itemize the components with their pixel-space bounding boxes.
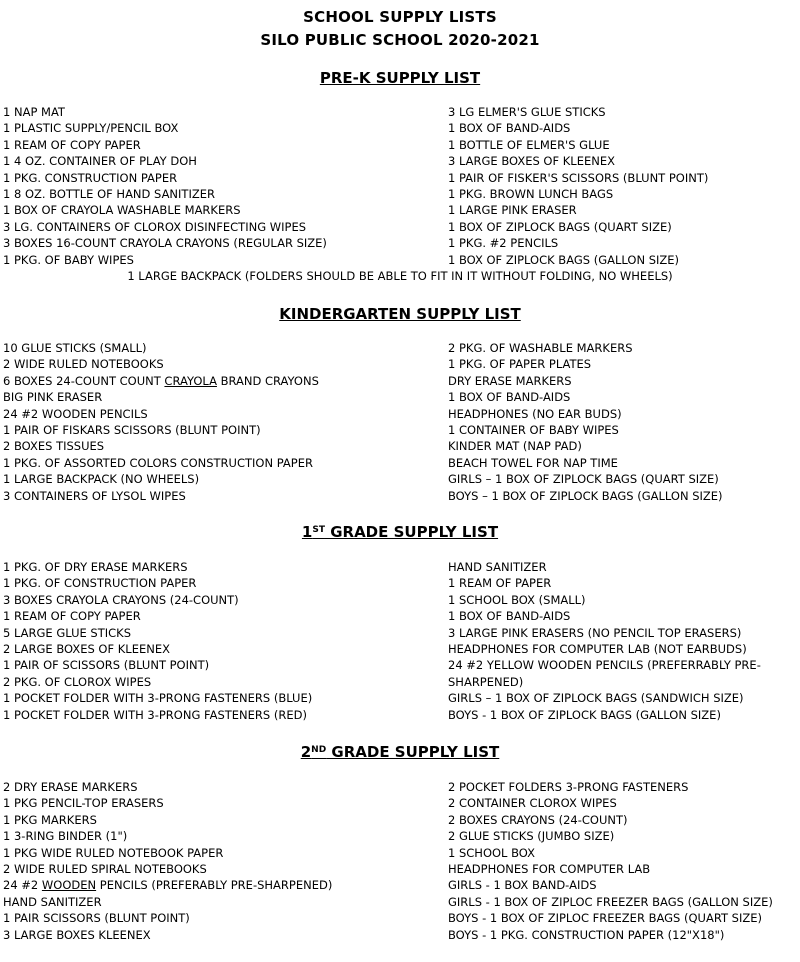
prek-right-list	[448, 104, 708, 268]
list-item: 5 LARGE GLUE STICKS	[3, 625, 132, 640]
list-item: 1 BOTTLE OF ELMER'S GLUE	[448, 137, 610, 152]
kindergarten-heading: KINDERGARTEN SUPPLY LIST	[279, 305, 521, 323]
list-item: 1 NAP MAT	[3, 105, 65, 119]
list-item: 1 BOX OF ZIPLOCK BAGS (GALLON SIZE)	[448, 252, 680, 267]
list-item: 1 PKG PENCIL-TOP ERASERS	[3, 796, 164, 811]
list-item: 1 3-RING BINDER (1")	[3, 829, 128, 844]
list-item: KINDER MAT (NAP PAD)	[448, 439, 582, 454]
list-item: BOYS - 1 BOX OF ZIPLOCK BAGS (GALLON SIZE)	[448, 707, 721, 722]
list-item: 1 BOX OF BAND-AIDS	[448, 390, 571, 405]
list-item: 1 POCKET FOLDER WITH 3-PRONG FASTENERS (RED)	[3, 707, 307, 722]
list-item: GIRLS – 1 BOX OF ZIPLOCK BAGS (SANDWICH SIZE)	[448, 691, 744, 706]
list-item: 1 PKG. #2 PENCILS	[448, 236, 559, 251]
list-item: 1 LARGE BACKPACK (NO WHEELS)	[3, 472, 200, 487]
list-item: GIRLS – 1 BOX OF ZIPLOCK BAGS (QUART SIZE)	[448, 472, 719, 487]
list-item: 1 LARGE PINK ERASER	[448, 203, 577, 218]
heading-ordinal: ND	[311, 745, 327, 755]
list-item: 1 CONTAINER OF BABY WIPES	[448, 423, 619, 438]
list-item: 3 LG ELMER'S GLUE STICKS	[448, 105, 606, 119]
list-item: 1 POCKET FOLDER WITH 3-PRONG FASTENERS (BLUE)	[3, 691, 313, 706]
list-item: 1 BOX OF ZIPLOCK BAGS (QUART SIZE)	[448, 219, 672, 234]
first-grade-right-list	[448, 559, 761, 723]
list-item	[3, 877, 332, 893]
list-item: 1 PAIR OF FISKARS SCISSORS (BLUNT POINT)	[3, 423, 261, 438]
list-item: 1 PAIR OF FISKER'S SCISSORS (BLUNT POINT)	[448, 170, 709, 185]
second-grade-left-list	[3, 779, 332, 943]
list-item: 2 WIDE RULED SPIRAL NOTEBOOKS	[3, 862, 207, 877]
list-item: 1 SCHOOL BOX (SMALL)	[448, 592, 586, 607]
list-item: 2 WIDE RULED NOTEBOOKS	[3, 357, 164, 372]
list-item: 1 PKG WIDE RULED NOTEBOOK PAPER	[3, 845, 224, 860]
list-item: 1 BOX OF BAND-AIDS	[448, 609, 571, 624]
list-item: BOYS - 1 BOX OF ZIPLOC FREEZER BAGS (QUART SIZE)	[448, 911, 762, 926]
list-item: 2 LARGE BOXES OF KLEENEX	[3, 642, 170, 657]
kindergarten-left-list	[3, 340, 319, 504]
item-text: 24 #2	[3, 878, 42, 893]
list-item: SHARPENED)	[448, 674, 524, 689]
item-text: 6 BOXES 24-COUNT COUNT	[3, 373, 165, 388]
list-item: 3 LG. CONTAINERS OF CLOROX DISINFECTING WIPES	[3, 219, 307, 234]
list-item: 1 8 OZ. BOTTLE OF HAND SANITIZER	[3, 187, 215, 202]
list-item: 3 BOXES 16-COUNT CRAYOLA CRAYONS (REGULAR SIZE)	[3, 236, 327, 251]
list-item: 1 BOX OF CRAYOLA WASHABLE MARKERS	[3, 203, 241, 218]
list-item	[3, 373, 319, 389]
list-item: 3 LARGE PINK ERASERS (NO PENCIL TOP ERASERS)	[448, 625, 742, 640]
underlined-word: WOODEN	[41, 878, 97, 893]
list-item: 10 GLUE STICKS (SMALL)	[3, 341, 147, 355]
list-item: 1 PAIR SCISSORS (BLUNT POINT)	[3, 911, 190, 926]
list-item: 24 #2 WOODEN PENCILS	[3, 406, 148, 421]
heading-number: 1	[301, 523, 313, 541]
list-item: 2 POCKET FOLDERS 3-PRONG FASTENERS	[448, 780, 689, 794]
list-item: 3 LARGE BOXES KLEENEX	[3, 927, 151, 942]
list-item: HAND SANITIZER	[3, 894, 102, 909]
document-title: SCHOOL SUPPLY LISTS	[303, 8, 497, 26]
list-item: 1 PKG. OF BABY WIPES	[3, 252, 134, 267]
list-item: 1 REAM OF COPY PAPER	[3, 137, 141, 152]
list-item: 2 DRY ERASE MARKERS	[3, 780, 138, 794]
second-grade-right-list	[448, 779, 773, 943]
list-item: 24 #2 YELLOW WOODEN PENCILS (PREFERRABLY PRE-	[448, 658, 761, 673]
prek-backpack-note: 1 LARGE BACKPACK (FOLDERS SHOULD BE ABLE TO FIT IN IT WITHOUT FOLDING, NO WHEELS)	[127, 269, 673, 283]
list-item: 1 4 OZ. CONTAINER OF PLAY DOH	[3, 154, 197, 169]
prek-heading: PRE-K SUPPLY LIST	[319, 69, 481, 87]
list-item: 2 CONTAINER CLOROX WIPES	[448, 796, 617, 811]
second-grade-heading	[0, 742, 800, 762]
list-item: 1 SCHOOL BOX	[448, 845, 535, 860]
list-item: 1 PKG. BROWN LUNCH BAGS	[448, 187, 614, 202]
item-text: PENCILS (PREFERABLY PRE-SHARPENED)	[96, 878, 333, 893]
list-item: 2 GLUE STICKS (JUMBO SIZE)	[448, 829, 615, 844]
heading-number: 2	[300, 743, 312, 761]
list-item: 1 REAM OF COPY PAPER	[3, 609, 141, 624]
prek-left-list	[3, 104, 327, 268]
list-item: BOYS – 1 BOX OF ZIPLOCK BAGS (GALLON SIZE)	[448, 488, 723, 503]
list-item: BIG PINK ERASER	[3, 390, 103, 405]
list-item: HEADPHONES FOR COMPUTER LAB (NOT EARBUDS)	[448, 642, 747, 657]
list-item: HAND SANITIZER	[448, 560, 547, 574]
list-item: HEADPHONES (NO EAR BUDS)	[448, 406, 622, 421]
first-grade-left-list	[3, 559, 312, 723]
list-item: 1 PKG. OF PAPER PLATES	[448, 357, 592, 372]
heading-ordinal: ST	[312, 525, 325, 535]
list-item: 2 PKG. OF WASHABLE MARKERS	[448, 341, 633, 355]
list-item: 2 BOXES CRAYONS (24-COUNT)	[448, 812, 628, 827]
list-item: 1 PKG. OF DRY ERASE MARKERS	[3, 560, 188, 574]
list-item: 3 CONTAINERS OF LYSOL WIPES	[3, 488, 186, 503]
list-item: 1 BOX OF BAND-AIDS	[448, 121, 571, 136]
list-item: 1 PLASTIC SUPPLY/PENCIL BOX	[3, 121, 179, 136]
list-item: GIRLS - 1 BOX OF ZIPLOC FREEZER BAGS (GALLON SIZE)	[448, 894, 773, 909]
list-item: 1 PKG MARKERS	[3, 812, 97, 827]
kindergarten-right-list	[448, 340, 723, 504]
list-item: HEADPHONES FOR COMPUTER LAB	[448, 862, 651, 877]
list-item: 2 PKG. OF CLOROX WIPES	[3, 674, 152, 689]
list-item: BEACH TOWEL FOR NAP TIME	[448, 455, 618, 470]
heading-text: GRADE SUPPLY LIST	[324, 523, 499, 541]
list-item: GIRLS - 1 BOX BAND-AIDS	[448, 878, 597, 893]
list-item: DRY ERASE MARKERS	[448, 373, 572, 388]
list-item: 1 PAIR OF SCISSORS (BLUNT POINT)	[3, 658, 210, 673]
list-item: 3 LARGE BOXES OF KLEENEX	[448, 154, 615, 169]
first-grade-heading	[0, 522, 800, 542]
item-text: BRAND CRAYONS	[216, 373, 319, 388]
underlined-brand: CRAYOLA	[164, 373, 217, 388]
list-item: 1 REAM OF PAPER	[448, 576, 552, 591]
list-item: 1 PKG. OF ASSORTED COLORS CONSTRUCTION PAPER	[3, 455, 313, 470]
document-subtitle: SILO PUBLIC SCHOOL 2020-2021	[260, 31, 540, 49]
list-item: 3 BOXES CRAYOLA CRAYONS (24-COUNT)	[3, 592, 239, 607]
list-item: 2 BOXES TISSUES	[3, 439, 105, 454]
list-item: BOYS - 1 PKG. CONSTRUCTION PAPER (12"X18")	[448, 927, 725, 942]
list-item: 1 PKG. CONSTRUCTION PAPER	[3, 170, 178, 185]
heading-text: GRADE SUPPLY LIST	[326, 743, 500, 761]
list-item: 1 PKG. OF CONSTRUCTION PAPER	[3, 576, 197, 591]
